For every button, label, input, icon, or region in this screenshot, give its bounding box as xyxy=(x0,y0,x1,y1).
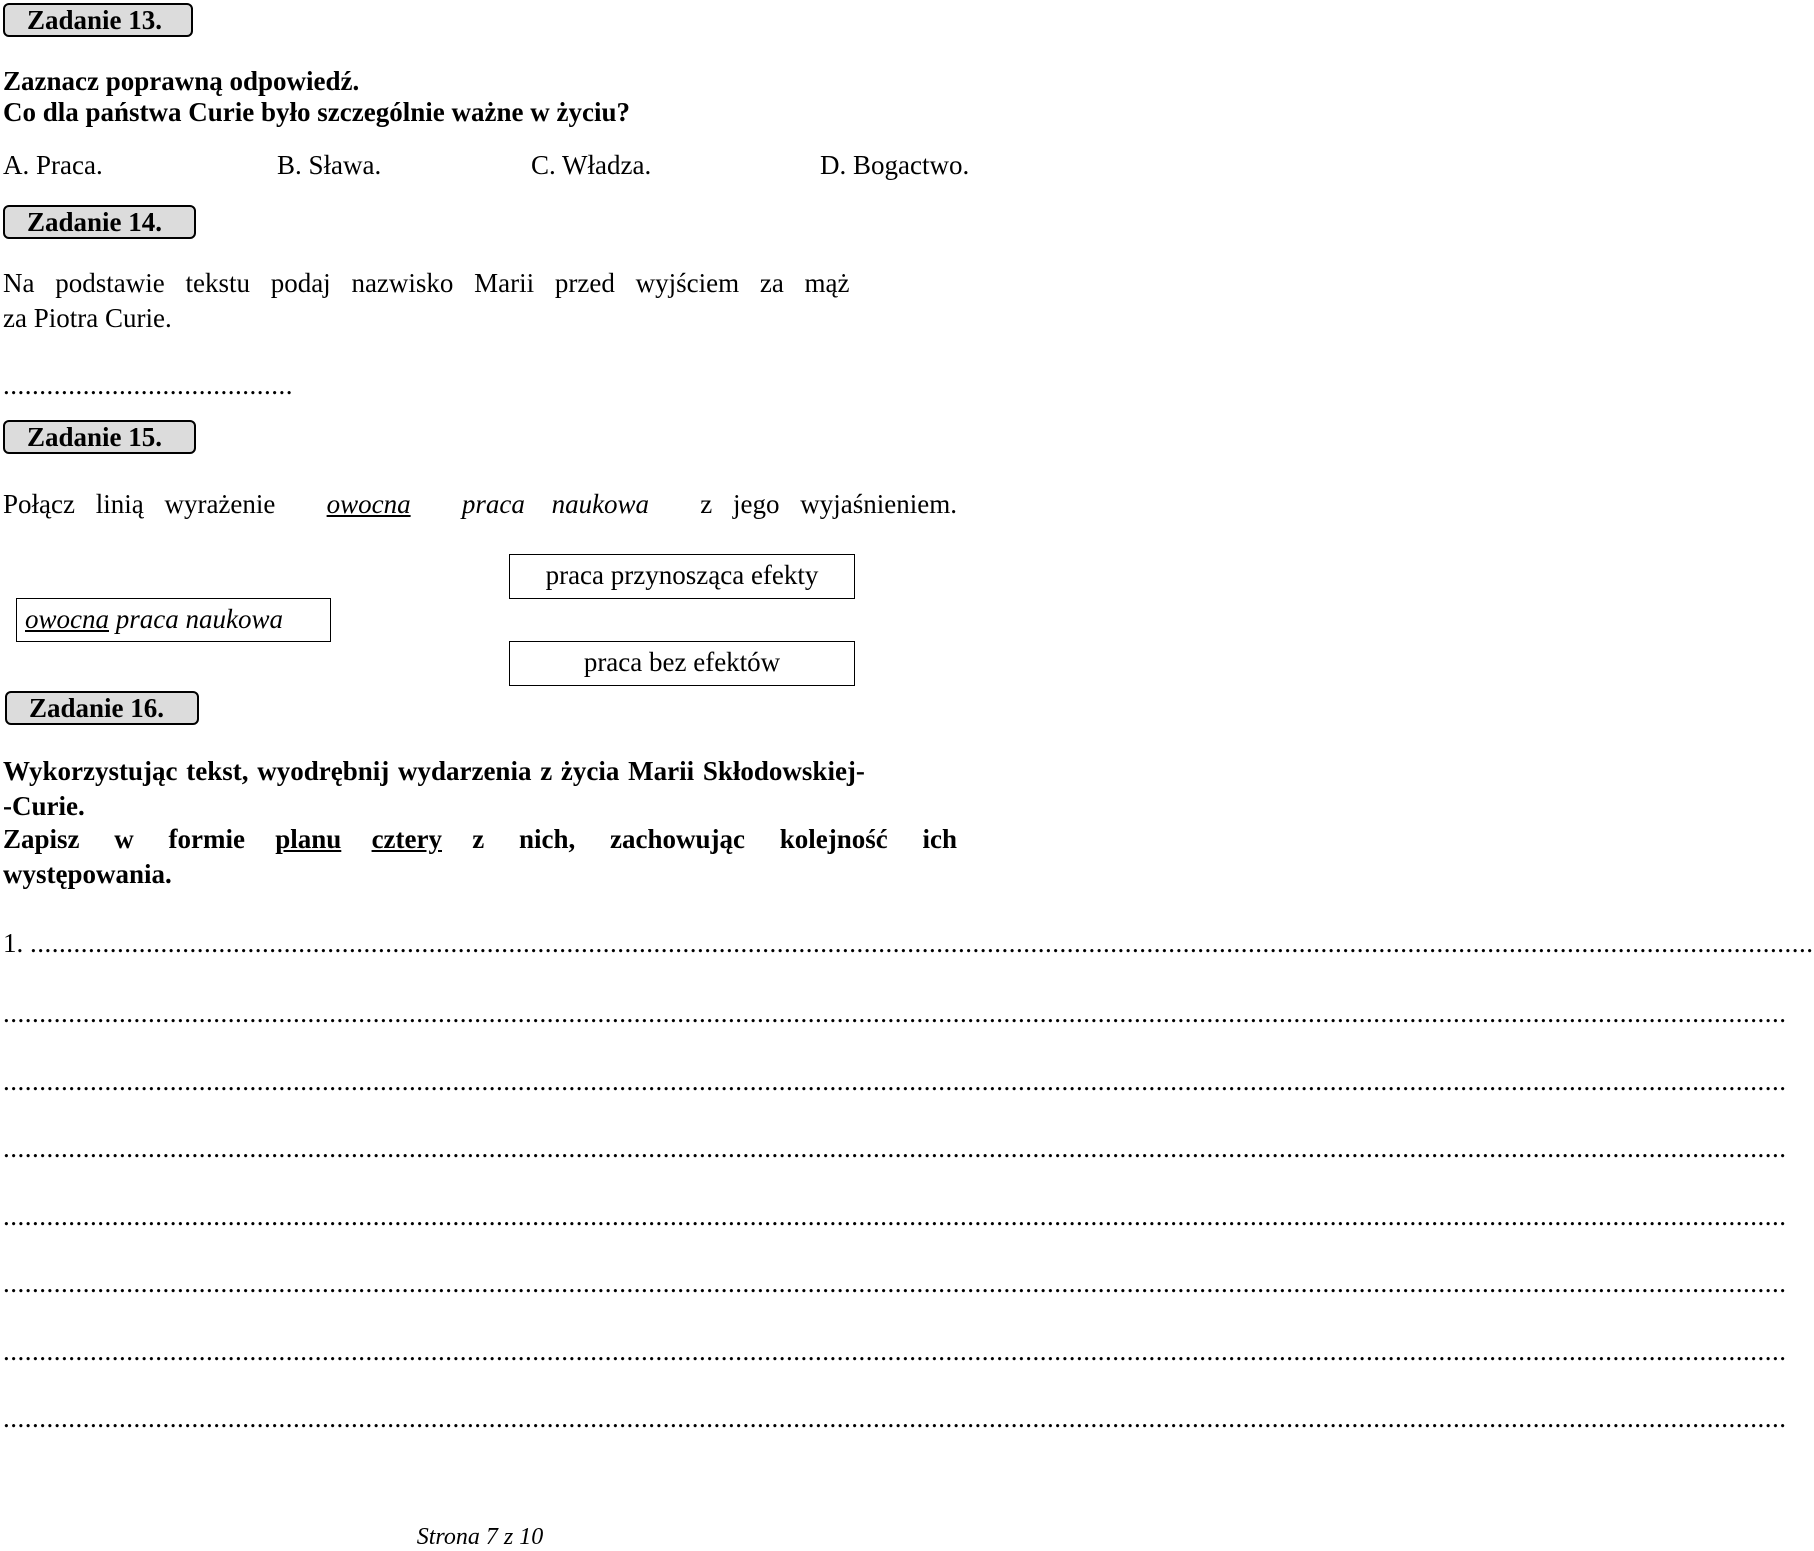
answer-line[interactable]: ...................................................................................................................................................................................................................................................... xyxy=(3,1336,1787,1366)
task13-header: Zadanie 13. xyxy=(3,3,193,37)
answer-item-number: 1. xyxy=(3,928,24,958)
task16-underlined-plan: planu xyxy=(275,824,342,854)
match-left-text: praca naukowa xyxy=(115,604,283,634)
task14-line1-text: Na podstawie tekstu podaj nazwisko Marii przed wyjściem za mąż xyxy=(3,268,850,298)
task16-header: Zadanie 16. xyxy=(5,691,199,725)
task16-line2: -Curie. xyxy=(3,791,85,821)
answer-line[interactable]: ...................................................................................................................................................................................................................................................... xyxy=(3,1268,1787,1298)
answer-line[interactable]: ...................................................................................................................................................................................................................................................... xyxy=(3,1403,1787,1433)
task14-line2: za Piotra Curie. xyxy=(3,303,172,333)
task16-underlined-four: cztery xyxy=(371,824,442,854)
task15-instr-pre: Połącz linią wyrażenie xyxy=(3,489,276,519)
task13-option-a[interactable]: A. Praca. xyxy=(3,150,103,180)
match-left-underlined: owocna xyxy=(25,604,109,634)
match-right-box-2[interactable]: praca bez efektów xyxy=(509,641,855,686)
answer-line[interactable]: ...................................................................................................................................................................................................................................................... xyxy=(3,1133,1787,1163)
task14-line1 xyxy=(3,268,957,299)
task16-line3 xyxy=(3,824,957,855)
task15-instruction xyxy=(3,489,957,520)
match-left-box[interactable] xyxy=(16,598,331,642)
task15-instr-post: z jego wyjaśnieniem. xyxy=(700,489,957,519)
task15-instr-underlined: owocna xyxy=(326,489,411,519)
task15-header: Zadanie 15. xyxy=(3,420,196,454)
task15-instr-term xyxy=(327,489,411,520)
task13-instruction: Zaznacz poprawną odpowiedź. xyxy=(3,66,360,96)
task13-option-d[interactable]: D. Bogactwo. xyxy=(820,150,970,180)
task14-answer-line[interactable]: ........................................ xyxy=(3,370,293,400)
answer-line[interactable]: ...................................................................................................................................................................................................................................................... xyxy=(3,1066,1787,1096)
task16-line4: występowania. xyxy=(3,859,172,889)
answer-line[interactable]: ...................................................................................................................................................................................................................................................... xyxy=(3,998,1787,1028)
page-footer: Strona 7 z 10 xyxy=(416,1524,544,1550)
match-right-box-1[interactable]: praca przynosząca efekty xyxy=(509,554,855,599)
answer-line[interactable]: ...................................................................................................................................................................................................................................................... xyxy=(3,1201,1787,1231)
task14-header: Zadanie 14. xyxy=(3,205,196,239)
task13-option-c[interactable]: C. Władza. xyxy=(531,150,652,180)
task16-line1: Wykorzystując tekst, wyodrębnij wydarzenia z życia Marii Skłodowskiej- xyxy=(3,756,865,786)
task13-question: Co dla państwa Curie było szczególnie ważne w życiu? xyxy=(3,97,630,127)
answer-line[interactable]: ...................................................................................................................................................................................................................................................... xyxy=(30,928,1814,958)
task15-instr-italic: praca naukowa xyxy=(461,489,650,519)
task16-line3-post: z nich, zachowując kolejność ich xyxy=(472,824,957,854)
task16-line3-pre: Zapisz w formie xyxy=(3,824,245,854)
task13-option-b[interactable]: B. Sława. xyxy=(277,150,382,180)
